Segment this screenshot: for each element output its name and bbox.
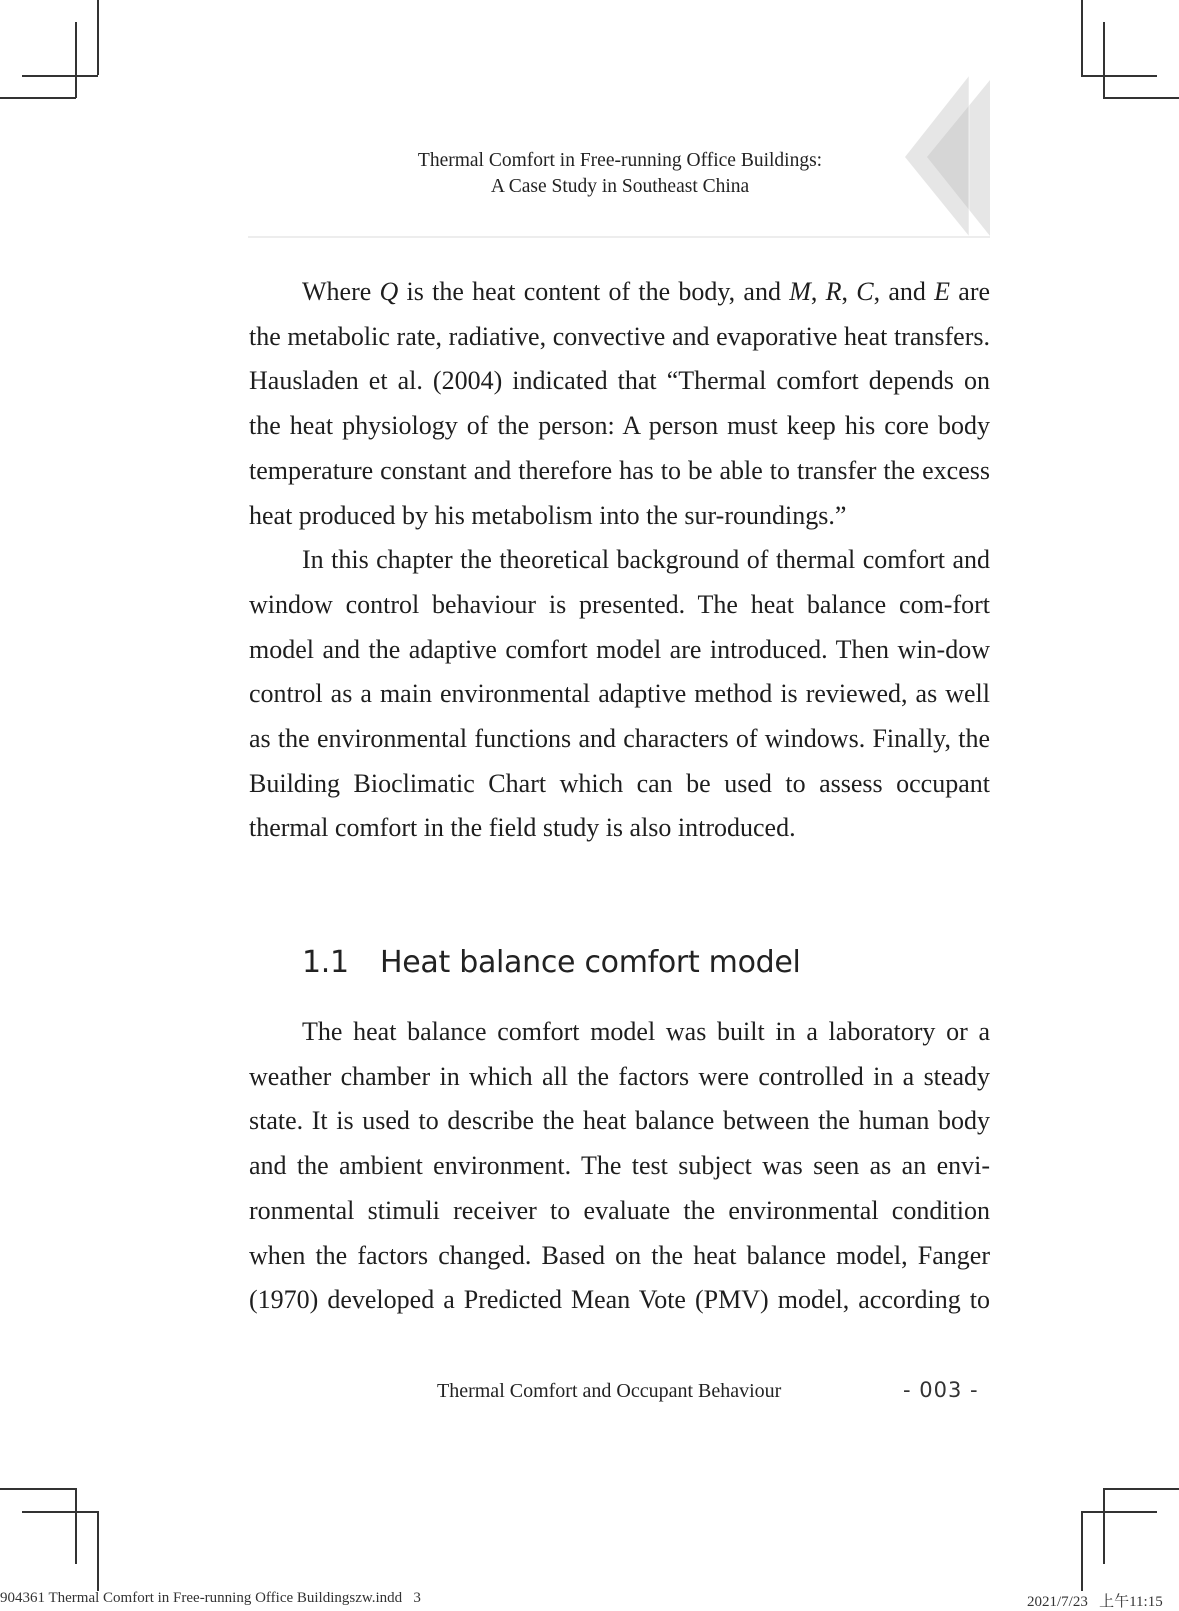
crop-mark-top-right	[1081, 75, 1157, 77]
page-number: - 003 -	[903, 1378, 979, 1402]
body-text	[249, 270, 990, 851]
slug-file-name: 904361 Thermal Comfort in Free-running Office Buildingszw.indd 3	[0, 1590, 421, 1606]
math-variable: R	[825, 277, 842, 306]
paragraph	[249, 270, 990, 538]
section-body	[249, 1010, 990, 1323]
section-heading	[302, 945, 801, 980]
crop-mark-top-right	[1103, 22, 1105, 98]
math-variable: C	[856, 277, 874, 306]
header-rule	[248, 236, 990, 238]
crop-mark-top-left	[97, 0, 99, 75]
slug-datetime: 2021/7/23 上午11:15	[1027, 1594, 1163, 1610]
running-header-line1: Thermal Comfort in Free-running Office Buildings:	[417, 150, 823, 171]
crop-mark-bottom-right	[1103, 1488, 1179, 1490]
chevron-decoration-icon	[880, 60, 1000, 250]
section-title: Heat balance comfort model	[380, 945, 801, 980]
crop-mark-top-left	[0, 97, 76, 99]
footer-book-title: Thermal Comfort and Occupant Behaviour	[437, 1380, 782, 1402]
crop-mark-top-left	[75, 22, 77, 98]
crop-mark-top-right	[1103, 97, 1179, 99]
running-header	[350, 148, 890, 200]
crop-mark-bottom-right	[1081, 1511, 1157, 1513]
text-run: In this chapter the theoretical background of thermal comfort and window control behaviour is presented. The heat balance com-fort model and the adaptive comfort model are introduced. Then win-dow control as a main environmental adaptive method is reviewed, as well as the environmental functions and characters of windows. Finally, the Building Bioclimatic Chart which can be used to assess occupant thermal comfort in the field study is also introduced.	[249, 545, 990, 843]
crop-mark-bottom-left	[97, 1511, 99, 1591]
crop-mark-bottom-right	[1103, 1488, 1105, 1564]
crop-mark-top-right	[1081, 0, 1083, 75]
math-variable: Q	[379, 277, 399, 306]
crop-mark-top-left	[22, 75, 98, 77]
text-run: ,	[841, 277, 857, 306]
crop-mark-bottom-left	[0, 1488, 76, 1490]
text-run: ,	[810, 277, 826, 306]
crop-mark-bottom-left	[75, 1488, 77, 1564]
text-run: is the heat content of the body, and	[398, 277, 790, 306]
running-header-line2: A Case Study in Southeast China	[490, 176, 750, 197]
paragraph: The heat balance comfort model was built in a laboratory or a weather chamber in which all the factors were controlled in a steady state. It is used to describe the heat balance between the human body and the ambient environment. The test subject was seen as an envi-ronmental stimuli receiver to evaluate the environmental condition when the factors changed. Based on the heat balance model, Fanger (1970) developed a Predicted Mean Vote (PMV) model, according to	[249, 1017, 990, 1315]
math-variable: E	[934, 277, 951, 306]
crop-mark-bottom-right	[1081, 1511, 1083, 1591]
crop-mark-bottom-left	[22, 1511, 98, 1513]
section-number: 1.1	[302, 945, 349, 980]
text-run: Where	[302, 277, 380, 306]
math-variable: M	[789, 277, 811, 306]
text-run: are the metabolic rate, radiative, convective and evaporative heat transfers. Hausladen et al. (2004) indicated that “Thermal comfort depends on the heat physiology of the person: A person must keep his core body temperature constant and therefore has to be able to transfer the excess heat produced by his metabolism into the sur-roundings.”	[249, 277, 991, 530]
paragraph	[249, 538, 990, 851]
text-run: , and	[873, 277, 935, 306]
